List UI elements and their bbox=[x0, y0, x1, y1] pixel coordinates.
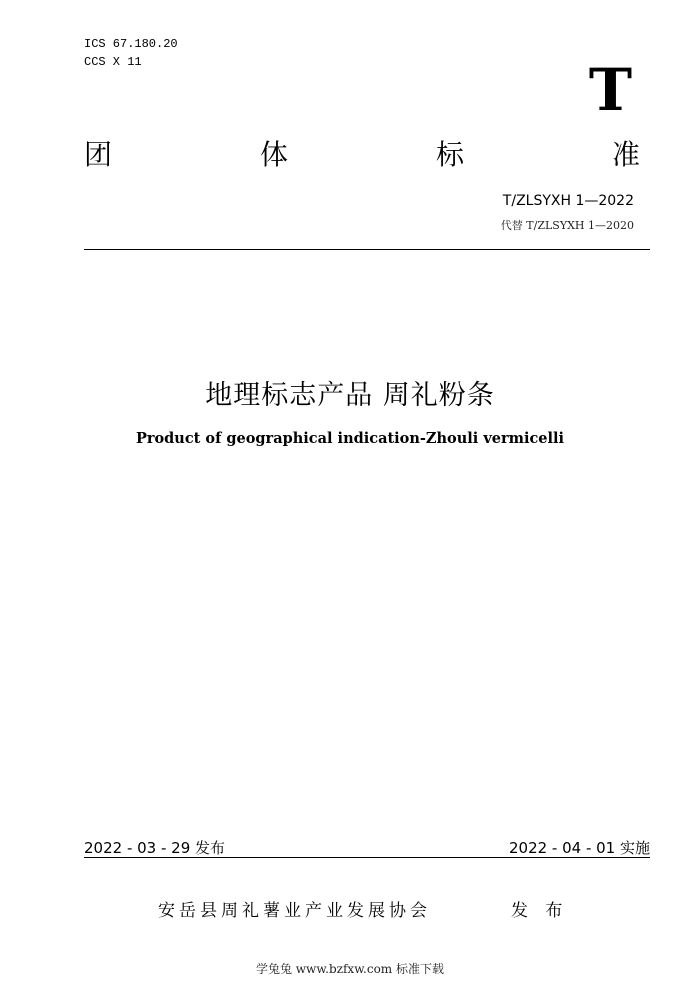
standard-number: T/ZLSYXH 1—2022 bbox=[502, 193, 634, 209]
implementation-date: 2022 - 04 - 01 实施 bbox=[508, 839, 650, 857]
standard-type-heading bbox=[84, 137, 640, 173]
title-english: Product of geographical indication-Zhouli vermicelli bbox=[135, 430, 565, 447]
standard-type-char: 团 bbox=[84, 138, 113, 171]
standard-category-letter: T bbox=[588, 56, 632, 124]
standard-type-char: 准 bbox=[611, 138, 640, 171]
ics-code: ICS 67.180.20 bbox=[84, 37, 178, 51]
watermark-link[interactable]: 学兔兔 www.bzfxw.com 标准下载 bbox=[255, 962, 445, 976]
bottom-divider bbox=[84, 857, 650, 858]
standard-type-char: 标 bbox=[435, 138, 464, 171]
replaces-standard: 代替 T/ZLSYXH 1—2020 bbox=[500, 219, 634, 232]
top-divider bbox=[84, 249, 650, 250]
publisher-name: 安岳县周礼薯业产业发展协会 bbox=[158, 901, 431, 921]
ccs-code: CCS X 11 bbox=[84, 55, 142, 69]
publish-label: 发 布 bbox=[511, 901, 569, 921]
standard-type-char: 体 bbox=[259, 138, 288, 171]
issue-date: 2022 - 03 - 29 发布 bbox=[84, 839, 226, 857]
title-chinese: 地理标志产品 周礼粉条 bbox=[205, 380, 495, 411]
